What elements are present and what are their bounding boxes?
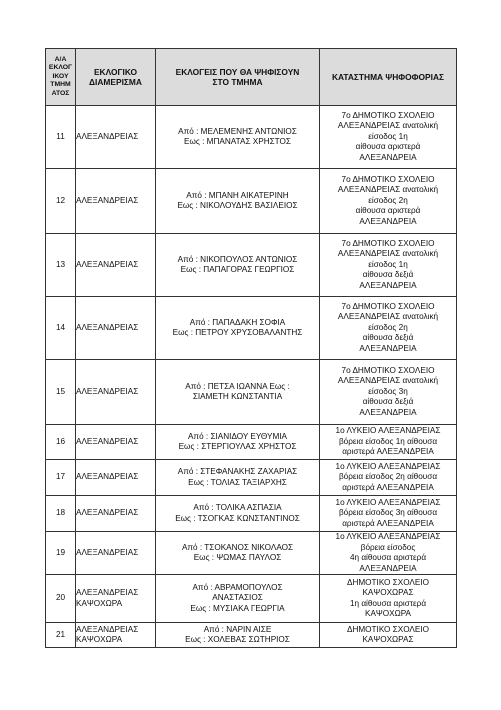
cell-line: ΑΛΕΞΑΝΔΡΕΙΑΣ — [76, 322, 139, 332]
section-number: 16 — [55, 436, 66, 446]
cell-line: ΑΛΕΞΑΝΔΡΕΙΑΣ ανατολική — [337, 249, 439, 259]
header-line: ΣΤΟ ΤΜΗΜΑ — [212, 77, 263, 87]
section-number-cell — [46, 169, 76, 234]
polling-station-cell — [320, 460, 457, 496]
table-row — [46, 169, 457, 234]
header-line: ΕΚΛΟΓΙΚΟ — [93, 66, 138, 77]
cell-line: ΚΑΨΟΧΩΡΑ — [76, 598, 123, 608]
section-number-cell — [46, 234, 76, 297]
cell-line: ΑΛΕΞΑΝΔΡΕΙΑΣ — [76, 195, 139, 205]
section-number: 14 — [55, 322, 66, 332]
section-number: 20 — [55, 593, 66, 603]
cell-line: Από : ΜΕΛΕΜΕΝΗΣ ΑΝΤΩΝΙΟΣ — [178, 126, 297, 136]
header-line: ΑΤΟΣ — [51, 89, 70, 97]
table-row — [46, 532, 457, 575]
header-line: Α/Α — [54, 55, 67, 63]
section-number: 19 — [55, 547, 66, 557]
table-row — [46, 234, 457, 297]
cell-line: βόρεια είσοδος — [360, 542, 416, 552]
cell-line: Από : ΠΑΠΑΔΑΚΗ ΣΟΦΙΑ — [189, 317, 286, 327]
cell-line: ΑΛΕΞΑΝΔΡΕΙΑΣ — [76, 547, 139, 557]
cell-line: Από : ΠΕΤΣΑ ΙΩΑΝΝΑ Εως : — [185, 381, 290, 391]
cell-line: είσοδος 2η — [368, 195, 408, 205]
section-number-cell — [46, 496, 76, 532]
polling-station-cell — [320, 297, 457, 360]
cell-line: ΑΛΕΞΑΝΔΡΕΙΑΣ — [76, 386, 139, 396]
polling-station-cell — [320, 106, 457, 169]
polling-station-cell — [320, 532, 457, 575]
cell-line: ΑΛΕΞΑΝΔΡΕΙΑΣ — [76, 624, 139, 634]
cell-line: αίθουσα δεξιά — [362, 397, 414, 407]
cell-line: αίθουσα αριστερά — [355, 206, 421, 216]
table-row — [46, 460, 457, 496]
section-number: 13 — [55, 259, 66, 269]
polling-station-cell — [320, 496, 457, 532]
header-line: ΙΚΟΥ — [52, 72, 69, 80]
voters-range-cell — [156, 106, 320, 169]
section-number: 12 — [55, 195, 66, 205]
polling-station-cell — [320, 623, 457, 648]
header-electoral-district — [76, 49, 156, 106]
electoral-district-cell — [76, 169, 156, 234]
cell-line: ΔΗΜΟΤΙΚΟ ΣΧΟΛΕΙΟ — [346, 624, 429, 634]
cell-line: ΣΙΑΜΕΤΗ ΚΩΝΣΤΑΝΤΙΑ — [192, 392, 283, 401]
cell-line: Εως : ΠΑΠΑΓΟΡΑΣ ΓΕΩΡΓΙΟΣ — [180, 265, 295, 274]
voters-range-cell — [156, 496, 320, 532]
polling-station-cell — [320, 575, 457, 623]
cell-line: είσοδος 1η — [368, 259, 408, 269]
cell-line: ΑΛΕΞΑΝΔΡΕΙΑΣ ανατολική — [337, 185, 439, 195]
cell-line: ΑΛΕΞΑΝΔΡΕΙΑΣ — [76, 508, 139, 518]
header-line: ΤΜΗΜ — [50, 81, 71, 89]
cell-line: Εως : ΧΟΛΕΒΑΣ ΣΩΤΗΡΙΟΣ — [185, 635, 290, 644]
cell-line: ΚΑΨΟΧΩΡΑ — [364, 609, 412, 618]
electoral-district-cell — [76, 496, 156, 532]
polling-stations-table — [45, 48, 457, 648]
cell-line: 1ο ΛΥΚΕΙΟ ΑΛΕΞΑΝΔΡΕΙΑΣ — [335, 426, 441, 436]
cell-line: αριστερά ΑΛΕΞΑΝΔΡΕΙΑ — [342, 518, 434, 528]
cell-line: αίθουσα δεξιά — [362, 333, 414, 343]
cell-line: Εως : ΨΩΜΑΣ ΠΑΥΛΟΣ — [193, 553, 282, 562]
cell-line: αίθουσα αριστερά — [355, 142, 421, 152]
section-number: 15 — [55, 386, 66, 396]
voters-range-cell — [156, 360, 320, 425]
section-number-cell — [46, 623, 76, 648]
cell-line: Από : ΝΙΚΟΠΟΥΛΟΣ ΑΝΤΩΝΙΟΣ — [177, 254, 298, 264]
header-voters — [156, 49, 320, 106]
cell-line: αίθουσα δεξιά — [362, 270, 414, 280]
voters-range-cell — [156, 169, 320, 234]
header-line: ΕΚΛΟΓΕΙΣ ΠΟΥ ΘΑ ΨΗΦΙΣΟΥΝ — [175, 66, 300, 77]
header-polling-station — [320, 49, 457, 106]
header-line: ΕΚΛΟΓ — [48, 64, 73, 72]
cell-line: ΑΛΕΞΑΝΔΡΕΙΑ — [359, 216, 417, 226]
polling-station-cell — [320, 234, 457, 297]
cell-line: ΑΛΕΞΑΝΔΡΕΙΑ — [359, 152, 417, 162]
table-row — [46, 106, 457, 169]
electoral-district-cell — [76, 532, 156, 575]
voters-range-cell — [156, 532, 320, 575]
header-section-number — [46, 49, 76, 106]
cell-line: ΑΛΕΞΑΝΔΡΕΙΑΣ — [76, 259, 139, 269]
cell-line: ΑΛΕΞΑΝΔΡΕΙΑΣ ανατολική — [337, 121, 439, 131]
voters-range-cell — [156, 623, 320, 648]
polling-station-cell — [320, 425, 457, 460]
cell-line: βόρεια είσοδος 3η αίθουσα — [338, 508, 438, 518]
section-number-cell — [46, 297, 76, 360]
cell-line: 7ο ΔΗΜΟΤΙΚΟ ΣΧΟΛΕΙΟ — [341, 365, 435, 375]
section-number-cell — [46, 532, 76, 575]
cell-line: αριστερά ΑΛΕΞΑΝΔΡΕΙΑ — [342, 482, 434, 492]
cell-line: 1ο ΛΥΚΕΙΟ ΑΛΕΞΑΝΔΡΕΙΑΣ — [335, 532, 441, 541]
cell-line: Εως : ΜΥΣΙΑΚΑ ΓΕΩΡΓΙΑ — [190, 603, 285, 613]
electoral-district-cell — [76, 460, 156, 496]
cell-line: Εως : ΝΙΚΟΛΟΥΔΗΣ ΒΑΣΙΛΕΙΟΣ — [177, 201, 298, 210]
polling-station-cell — [320, 360, 457, 425]
cell-line: είσοδος 3η — [368, 386, 408, 396]
electoral-district-cell — [76, 297, 156, 360]
cell-line: βόρεια είσοδος 1η αίθουσα — [338, 436, 438, 446]
cell-line: 1η αίθουσα αριστερά — [349, 598, 427, 608]
cell-line: Εως : ΤΟΛΙΑΣ ΤΑΞΙΑΡΧΗΣ — [188, 477, 287, 487]
cell-line: Από : ΑΒΡΑΜΟΠΟΥΛΟΣ — [192, 582, 283, 592]
electoral-district-cell — [76, 575, 156, 623]
cell-line: ΑΛΕΞΑΝΔΡΕΙΑΣ — [76, 131, 139, 141]
cell-line: Από : ΝΑΡΙΝ ΑΙΣΕ — [203, 624, 272, 634]
section-number: 21 — [55, 629, 66, 639]
cell-line: Από : ΜΠΑΝΗ ΑΙΚΑΤΕΡΙΝΗ — [186, 190, 289, 200]
voters-range-cell — [156, 425, 320, 460]
section-number-cell — [46, 360, 76, 425]
table-header-row — [46, 49, 457, 106]
section-number-cell — [46, 106, 76, 169]
table-row — [46, 623, 457, 648]
cell-line: ΚΑΨΟΧΩΡΑ — [76, 635, 123, 644]
cell-line: ΑΛΕΞΑΝΔΡΕΙΑ — [359, 563, 417, 573]
polling-station-cell — [320, 169, 457, 234]
table-row — [46, 496, 457, 532]
cell-line: 7ο ΔΗΜΟΤΙΚΟ ΣΧΟΛΕΙΟ — [341, 110, 435, 120]
cell-line: 1ο ΛΥΚΕΙΟ ΑΛΕΞΑΝΔΡΕΙΑΣ — [335, 461, 441, 471]
voters-range-cell — [156, 297, 320, 360]
cell-line: ΑΛΕΞΑΝΔΡΕΙΑΣ ανατολική — [337, 376, 439, 386]
cell-line: βόρεια είσοδος 2η αίθουσα — [338, 472, 438, 482]
cell-line: ΑΛΕΞΑΝΔΡΕΙΑΣ — [76, 588, 139, 597]
section-number-cell — [46, 575, 76, 623]
cell-line: Από : ΤΟΛΙΚΑ ΑΣΠΑΣΙΑ — [193, 503, 282, 512]
electoral-district-cell — [76, 623, 156, 648]
cell-line: ΔΗΜΟΤΙΚΟ ΣΧΟΛΕΙΟ — [346, 577, 429, 587]
section-number: 17 — [55, 472, 66, 482]
cell-line: ΑΛΕΞΑΝΔΡΕΙΑΣ — [76, 472, 139, 482]
electoral-district-cell — [76, 425, 156, 460]
cell-line: ΑΛΕΞΑΝΔΡΕΙΑΣ — [76, 436, 139, 446]
section-number: 18 — [55, 508, 66, 518]
table-row — [46, 360, 457, 425]
cell-line: 7ο ΔΗΜΟΤΙΚΟ ΣΧΟΛΕΙΟ — [341, 174, 435, 184]
table-row — [46, 575, 457, 623]
voters-range-cell — [156, 234, 320, 297]
cell-line: Εως : ΤΣΟΓΚΑΣ ΚΩΝΣΤΑΝΤΙΝΟΣ — [175, 513, 300, 523]
cell-line: αριστερά ΑΛΕΞΑΝΔΡΕΙΑ — [342, 447, 434, 457]
table-row — [46, 297, 457, 360]
cell-line: ΑΛΕΞΑΝΔΡΕΙΑ — [359, 343, 417, 353]
cell-line: ΑΝΑΣΤΑΣΙΟΣ — [212, 593, 263, 603]
section-number: 11 — [56, 131, 65, 141]
cell-line: Από : ΤΣΟΚΑΝΟΣ ΝΙΚΟΛΑΟΣ — [181, 542, 294, 552]
cell-line: ΑΛΕΞΑΝΔΡΕΙΑ — [359, 280, 417, 290]
header-line: ΔΙΑΜΕΡΙΣΜΑ — [89, 77, 142, 87]
cell-line: 1ο ΛΥΚΕΙΟ ΑΛΕΞΑΝΔΡΕΙΑΣ — [335, 497, 441, 507]
cell-line: ΑΛΕΞΑΝΔΡΕΙΑΣ ανατολική — [337, 312, 439, 322]
voters-range-cell — [156, 575, 320, 623]
table-row — [46, 425, 457, 460]
cell-line: ΑΛΕΞΑΝΔΡΕΙΑ — [359, 407, 417, 417]
section-number-cell — [46, 460, 76, 496]
cell-line: είσοδος 1η — [368, 131, 408, 141]
electoral-district-cell — [76, 106, 156, 169]
section-number-cell — [46, 425, 76, 460]
cell-line: 7ο ΔΗΜΟΤΙΚΟ ΣΧΟΛΕΙΟ — [341, 238, 435, 248]
cell-line: Εως : ΜΠΑΝΑΤΑΣ ΧΡΗΣΤΟΣ — [184, 137, 291, 146]
cell-line: Εως : ΣΤΕΡΓΙΟΥΛΑΣ ΧΡΗΣΤΟΣ — [178, 442, 297, 451]
cell-line: είσοδος 2η — [368, 322, 408, 332]
voters-range-cell — [156, 460, 320, 496]
cell-line: Από : ΣΙΑΝΙΔΟΥ ΕΥΘΥΜΙΑ — [187, 431, 288, 441]
cell-line: Εως : ΠΕΤΡΟΥ ΧΡΥΣΟΒΑΛΑΝΤΗΣ — [172, 328, 303, 337]
cell-line: 7ο ΔΗΜΟΤΙΚΟ ΣΧΟΛΕΙΟ — [341, 301, 435, 311]
cell-line: ΚΑΨΟΧΩΡΑΣ — [362, 635, 414, 644]
cell-line: ΚΑΨΟΧΩΡΑΣ — [362, 588, 414, 597]
electoral-district-cell — [76, 360, 156, 425]
header-line: ΚΑΤΑΣΤΗΜΑ ΨΗΦΟΦΟΡΙΑΣ — [331, 71, 445, 82]
electoral-district-cell — [76, 234, 156, 297]
cell-line: 4η αίθουσα αριστερά — [349, 553, 427, 562]
cell-line: Από : ΣΤΕΦΑΝΑΚΗΣ ΖΑΧΑΡΙΑΣ — [177, 467, 298, 476]
